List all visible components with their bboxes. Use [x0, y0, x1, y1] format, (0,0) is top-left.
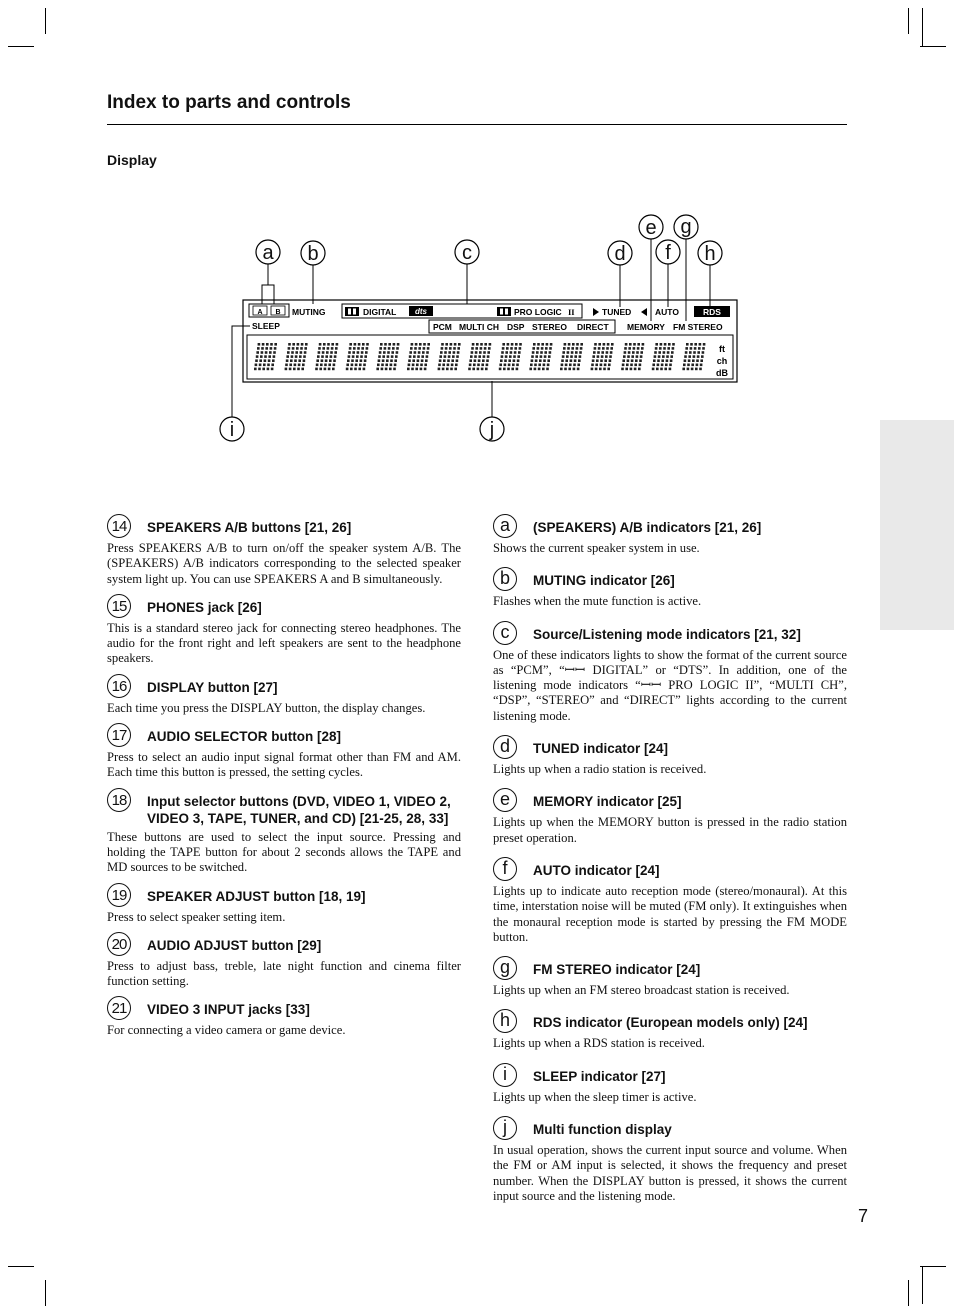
- item-description: Lights up to indicate auto reception mode (stereo/monaural). At this time, interstation noise will be muted (FM only). It extinguishes when the monaural reception mode is started by pressing the FM MODE button.: [493, 883, 847, 944]
- item-letter: i: [493, 1063, 517, 1087]
- index-item-20: [107, 932, 461, 990]
- rds-indicator: RDS: [703, 307, 721, 317]
- item-description: For connecting a video camera or game device.: [107, 1023, 346, 1038]
- callout-i: i: [229, 419, 235, 441]
- display-diagram: [0, 0, 954, 470]
- crop-mark: [8, 1266, 34, 1267]
- callout-e: e: [645, 217, 657, 239]
- item-letter: a: [493, 514, 517, 538]
- item-description: Lights up when a RDS station is received.: [493, 1036, 705, 1051]
- right-column: [493, 514, 847, 1215]
- item-title: VIDEO 3 INPUT jacks [33]: [147, 1002, 310, 1018]
- callout-b: b: [307, 243, 319, 265]
- item-title: Source/Listening mode indicators [21, 32]: [533, 626, 801, 642]
- item-description: One of these indicators lights to show the format of the current source as “PCM”, “ꟷꟷ DIGITAL” or “DTS”. In addition, one of the listening mode indicators “ꟷꟷ PRO LOGIC II”, “MULTI CH”, “DSP”, “STEREO” and “DIRECT” lights according to the current listening mode.: [493, 647, 847, 723]
- item-description: Flashes when the mute function is active.: [493, 594, 702, 609]
- index-item-g: [493, 956, 847, 998]
- item-title: RDS indicator (European models only) [24]: [533, 1015, 808, 1031]
- index-item-h: [493, 1009, 847, 1051]
- item-title: FM STEREO indicator [24]: [533, 962, 701, 978]
- index-item-17: [107, 723, 461, 781]
- dolby-icon: [497, 307, 511, 316]
- direct-indicator: DIRECT: [577, 322, 609, 332]
- item-description: Lights up when the MEMORY button is pressed in the radio station preset operation.: [493, 815, 847, 845]
- crop-mark: [922, 1266, 923, 1304]
- item-letter: g: [493, 956, 517, 980]
- item-description: Each time you press the DISPLAY button, the display changes.: [107, 700, 426, 715]
- index-item-i: [493, 1063, 847, 1105]
- item-title: SPEAKER ADJUST button [18, 19]: [147, 888, 366, 904]
- crop-mark: [45, 1280, 46, 1306]
- item-title: PHONES jack [26]: [147, 599, 262, 615]
- item-title: SPEAKERS A/B buttons [21, 26]: [147, 520, 352, 535]
- item-title: MUTING indicator [26]: [533, 573, 675, 589]
- item-description: Lights up when the sleep timer is active.: [493, 1089, 697, 1104]
- item-number: 19: [107, 883, 131, 907]
- item-title: AUTO indicator [24]: [533, 862, 660, 878]
- item-number: 18: [107, 788, 131, 812]
- index-item-19: [107, 883, 461, 925]
- item-description: These buttons are used to select the input source. Pressing and holding the TAPE button for about 2 seconds allows the TAPE and MD sources to be switched.: [107, 829, 461, 875]
- item-letter: j: [493, 1116, 517, 1140]
- index-item-c: [493, 621, 847, 724]
- item-number: 17: [107, 723, 131, 747]
- pro-logic-indicator: PRO LOGIC: [514, 307, 562, 317]
- pro-logic-suffix: II: [568, 307, 575, 317]
- item-description: Press SPEAKERS A/B to turn on/off the speaker system A/B. The (SPEAKERS) A/B indicators corresponding to the selected speaker system light up. You can use SPEAKERS A and B simultaneously.: [107, 541, 461, 586]
- item-title: SLEEP indicator [27]: [533, 1068, 666, 1084]
- item-title: MEMORY indicator [25]: [533, 794, 682, 810]
- left-column: [107, 514, 461, 1046]
- index-item-e: [493, 788, 847, 846]
- callout-a: a: [262, 242, 274, 264]
- item-title: AUDIO ADJUST button [29]: [147, 937, 322, 953]
- item-letter: b: [493, 567, 517, 591]
- item-description: Shows the current speaker system in use.: [493, 541, 700, 555]
- item-number: 14: [107, 514, 131, 538]
- memory-indicator: MEMORY: [627, 322, 665, 332]
- item-letter: h: [493, 1009, 517, 1033]
- item-title: AUDIO SELECTOR button [28]: [147, 729, 341, 745]
- index-item-21: [107, 996, 461, 1038]
- unit-ft: ft: [719, 344, 725, 354]
- item-description: Press to adjust bass, treble, late night function and cinema filter function setting.: [107, 958, 461, 989]
- auto-indicator: AUTO: [655, 307, 679, 317]
- item-number: 21: [107, 996, 131, 1020]
- sleep-indicator: SLEEP: [252, 321, 280, 331]
- digital-indicator: DIGITAL: [363, 307, 397, 317]
- fm-stereo-indicator: FM STEREO: [673, 322, 723, 332]
- callout-f: f: [665, 242, 671, 264]
- item-letter: e: [493, 788, 517, 812]
- callout-h: h: [704, 243, 716, 265]
- section-label: Display: [107, 152, 157, 168]
- dsp-indicator: DSP: [507, 322, 525, 332]
- item-number: 15: [107, 594, 131, 618]
- index-item-18: [107, 788, 461, 876]
- item-title: (SPEAKERS) A/B indicators [21, 26]: [533, 520, 762, 535]
- stereo-indicator: STEREO: [532, 322, 567, 332]
- dolby-icon: [345, 307, 359, 316]
- item-description: Lights up when an FM stereo broadcast station is received.: [493, 983, 790, 998]
- crop-mark: [920, 1266, 946, 1267]
- speaker-b-indicator: B: [275, 309, 281, 316]
- item-title: Input selector buttons (DVD, VIDEO 1, VIDEO 2, VIDEO 3, TAPE, TUNER, and CD) [21-25, 28, 33]: [147, 793, 451, 826]
- index-item-f: [493, 857, 847, 945]
- index-item-b: [493, 567, 847, 609]
- page-title: Index to parts and controls: [107, 92, 351, 113]
- item-number: 16: [107, 674, 131, 698]
- item-description: Press to select speaker setting item.: [107, 909, 286, 924]
- item-title: Multi function display: [533, 1122, 672, 1138]
- tuned-indicator: TUNED: [602, 307, 632, 317]
- pcm-indicator: PCM: [433, 322, 452, 332]
- callout-d: d: [614, 243, 626, 265]
- dts-logo: dts: [415, 307, 427, 316]
- item-description: Lights up when a radio station is received.: [493, 762, 707, 777]
- item-letter: d: [493, 735, 517, 759]
- index-item-14: [107, 514, 461, 587]
- item-title: TUNED indicator [24]: [533, 741, 669, 757]
- muting-indicator: MUTING: [292, 307, 326, 317]
- index-item-15: [107, 594, 461, 667]
- speaker-a-indicator: A: [257, 309, 263, 316]
- callout-g: g: [680, 216, 692, 238]
- unit-db: dB: [716, 368, 728, 378]
- item-description: This is a standard stereo jack for connecting stereo headphones. The audio for the front right and left speakers are sent to the headphone speakers.: [107, 620, 461, 666]
- crop-mark: [908, 1280, 909, 1306]
- item-letter: c: [493, 621, 517, 645]
- item-letter: f: [493, 857, 517, 881]
- index-item-d: [493, 735, 847, 777]
- callout-c: c: [462, 242, 472, 264]
- multi-ch-indicator: MULTI CH: [459, 322, 499, 332]
- item-title: DISPLAY button [27]: [147, 679, 278, 695]
- index-item-a: [493, 514, 847, 556]
- index-item-j: [493, 1116, 847, 1204]
- page-number: 7: [858, 1206, 869, 1226]
- index-item-16: [107, 674, 461, 716]
- unit-ch: ch: [716, 356, 728, 366]
- item-description: Press to select an audio input signal format other than FM and AM. Each time this button is pressed, the setting cycles.: [107, 750, 461, 780]
- item-number: 20: [107, 932, 131, 956]
- item-description: In usual operation, shows the current input source and volume. When the FM or AM input is selected, it shows the frequency and preset number. When the DISPLAY button is pressed, it shows the current input source and the listening mode.: [493, 1143, 847, 1203]
- callout-j: j: [489, 419, 495, 441]
